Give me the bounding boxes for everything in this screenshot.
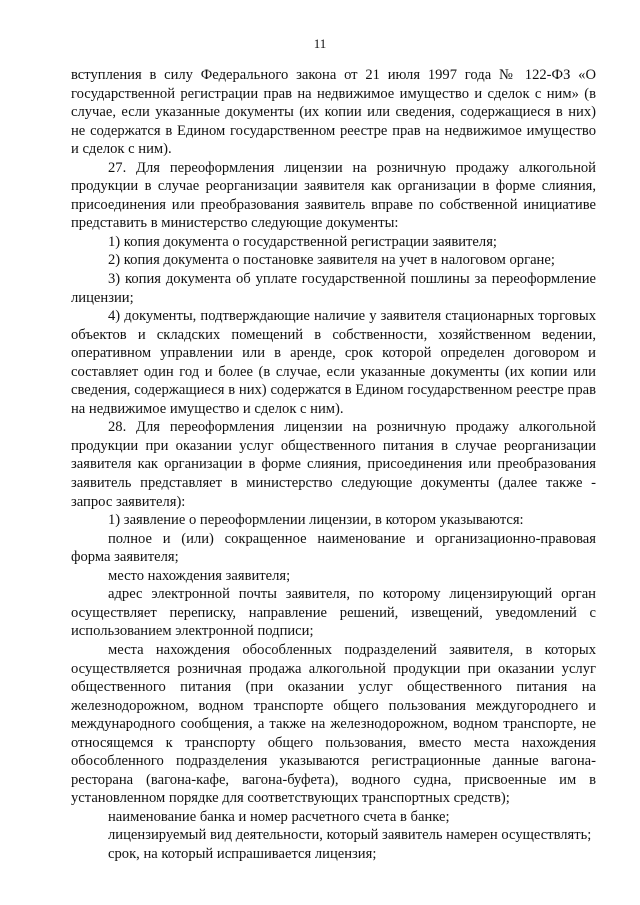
list-item-27-4: 4) документы, подтверждающие наличие у заявителя стационарных торговых объектов и складских помещений в собственности, хозяйственном ведении, оперативном управлении или в аренде, срок которой определен договором и составляет один год и более (в случае, если указанные документы (их копии или сведения, содержащиеся в них) содержатся в Едином государственном реестре прав на недвижимое имущество и сделок с ним). [71, 308, 596, 417]
page-number: 11 [313, 36, 327, 51]
application-field-email: адрес электронной почты заявителя, по которому лицензирующий орган осуществляет переписку, направление решений, извещений, уведомлений с использованием электронной подписи; [71, 586, 596, 640]
application-field-term: срок, на который испрашивается лицензия; [108, 845, 377, 862]
application-field-activity: лицензируемый вид деятельности, который заявитель намерен осуществлять; [108, 827, 592, 844]
list-item-27-2: 2) копия документа о постановке заявителя на учет в налоговом органе; [108, 252, 555, 269]
list-item-27-3: 3) копия документа об уплате государственной пошлины за переоформление лицензии; [71, 271, 596, 306]
application-field-name: полное и (или) сокращенное наименование и организационно-правовая форма заявителя; [71, 530, 596, 566]
application-field-subdivisions: места нахождения обособленных подразделений заявителя, в которых осуществляется розничная продажа алкогольной продукции при оказании услуг общественного питания (при оказании услуг общественного питания на железнодорожном, водном транспорте общего пользования междугороднего и международного сообщения, а также на железнодорожном, водном транспорте, не относящемся к транспорту общего пользования, вместо места нахождения обособленного подразделения указываются регистрационные данные вагона-ресторана (вагона-кафе, вагона-буфета), водного судна, присвоенные им в установленном порядке для соответствующих транспортных средств); [71, 641, 596, 807]
application-field-location: место нахождения заявителя; [108, 567, 291, 584]
list-item-28-1: 1) заявление о переоформлении лицензии, в котором указываются: [108, 512, 524, 529]
paragraph-27: 27. Для переоформления лицензии на розничную продажу алкогольной продукции в случае реорганизации заявителя как организации в форме слияния, присоединения или преобразования заявитель вправе по собственной инициативе представить в министерство следующие документы: [71, 159, 596, 232]
document-body [71, 66, 596, 864]
list-item-27-1: 1) копия документа о государственной регистрации заявителя; [108, 233, 497, 250]
paragraph-continuation: вступления в силу Федерального закона от 21 июля 1997 года № 122-ФЗ «О государственной регистрации прав на недвижимое имущество и сделок с ним» (в случае, если указанные документы (их копии или сведения, содержащиеся в них) не содержатся в Едином государственном реестре прав на недвижимое имущество и сделок с ним). [71, 67, 596, 158]
paragraph-28: 28. Для переоформления лицензии на розничную продажу алкогольной продукции при оказании услуг общественного питания в случае реорганизации заявителя как организации в форме слияния, присоединения или преобразования заявитель представляет в министерство следующие документы (далее также - запрос заявителя): [71, 419, 596, 510]
application-field-bank: наименование банка и номер расчетного счета в банке; [108, 808, 450, 825]
